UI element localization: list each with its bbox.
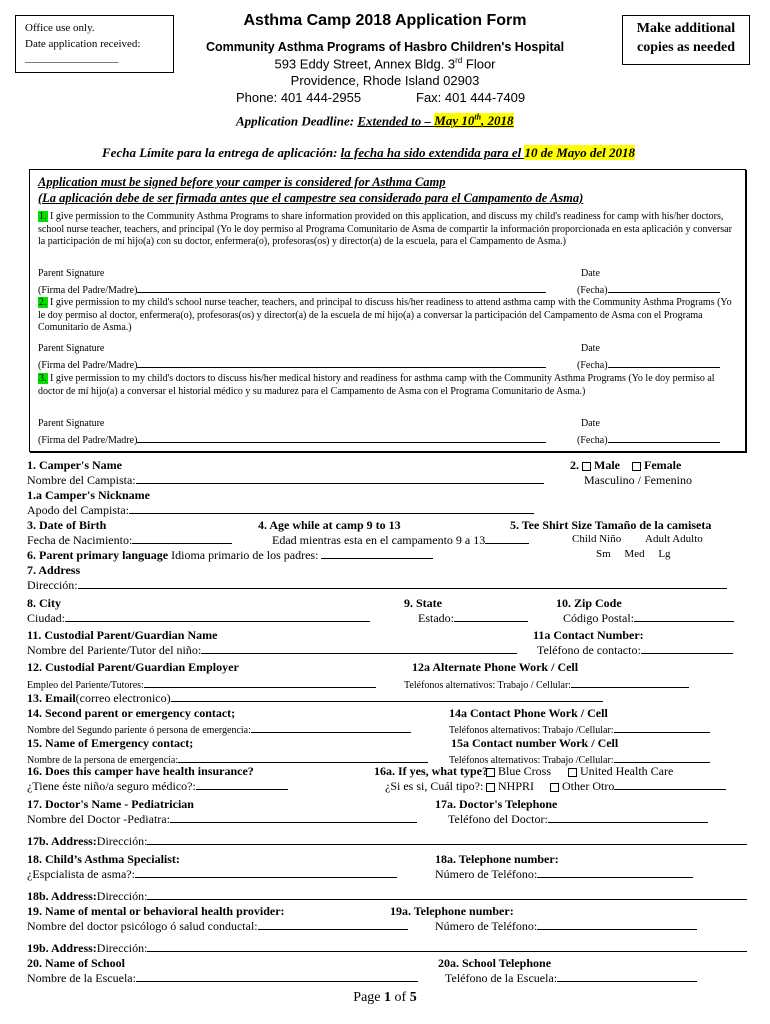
field-1-input-row[interactable] xyxy=(27,473,544,488)
field-18b-row[interactable] xyxy=(27,889,747,904)
signature-field-2[interactable] xyxy=(137,357,546,368)
consent-heading-es: (La aplicación debe de ser firmada antes que el campestre sea considerado para el Campamento de Asma) xyxy=(38,191,584,205)
fax: Fax: 401 444-7409 xyxy=(416,90,526,105)
deadline-date xyxy=(434,113,513,128)
fecha-label-3: (Fecha) xyxy=(577,435,608,446)
date-label-2: Date xyxy=(581,343,600,354)
field-16-spanish: ¿Tiene éste niño/a seguro médico?: xyxy=(27,779,196,793)
copies-line2: copies as needed xyxy=(637,40,735,55)
date-label-1: Date xyxy=(581,268,600,279)
field-6-label: 6. Parent primary language xyxy=(27,548,169,562)
field-14-label: 14. Second parent or emergency contact; xyxy=(27,706,236,720)
field-3-spanish: Fecha de Nacimiento: xyxy=(27,533,133,547)
field-14-input-row[interactable] xyxy=(27,722,411,736)
other-option[interactable] xyxy=(550,779,726,794)
signature-field-3[interactable] xyxy=(137,432,546,443)
consent-box xyxy=(29,169,746,452)
field-7-input-row[interactable] xyxy=(27,578,727,593)
field-2-num: 2. xyxy=(570,458,579,472)
field-18-spanish: ¿Espcialista de asma?: xyxy=(27,867,135,881)
united-health-label: United Health Care xyxy=(580,764,674,778)
signature-field-1[interactable] xyxy=(137,282,546,293)
field-11a-spanish: Teléfono de contacto: xyxy=(537,643,641,657)
consent-paragraph-3 xyxy=(38,373,734,398)
field-14a-input-row[interactable] xyxy=(449,722,710,736)
pediatrician-field[interactable] xyxy=(170,812,417,823)
address-street: 593 Eddy Street, Annex Bldg. 3 xyxy=(274,56,456,72)
consent-text-1: I give permission to the Community Asthma Programs to share information provided on this application, and discuss my child's readiness for camp with his/her doctors, school nurse teacher, teachers, and principal (Yo le doy permiso al Programa Comunitario de Asma de compartir la información proporcionada en esta aplicación y conversar la participación de mí hijo(a) con su doctor, enfermera(o), profesoras(os) y director(a) de la escuela, para el Campamento de Asma.) xyxy=(38,211,732,247)
date-field-1[interactable] xyxy=(608,282,720,293)
field-5-label: 5. Tee Shirt Size Tamaño de la camiseta xyxy=(510,518,712,532)
second-parent-field[interactable] xyxy=(251,722,411,733)
field-18-input-row[interactable] xyxy=(27,867,397,882)
field-20-label: 20. Name of School xyxy=(27,956,125,970)
field-10-input-row[interactable] xyxy=(563,611,734,626)
consent-paragraph-1 xyxy=(38,211,734,249)
office-use-line1: Office use only. xyxy=(25,22,95,34)
field-16a-spanish: ¿Si es si, Cuál tipo?: xyxy=(385,779,484,793)
field-19b-row[interactable] xyxy=(27,941,747,956)
school-name-field[interactable] xyxy=(136,971,418,982)
field-9-input-row[interactable] xyxy=(418,611,528,626)
doctor-address-field[interactable] xyxy=(147,834,747,845)
email-field[interactable] xyxy=(171,691,603,702)
guardian-name-field[interactable] xyxy=(201,643,517,654)
date-line-3[interactable] xyxy=(577,432,720,446)
field-4-spanish: Edad mientras esta en el campamento 9 a 13 xyxy=(272,533,486,547)
deadline xyxy=(236,113,514,129)
org-name: Community Asthma Programs of Hasbro Children's Hospital xyxy=(205,40,565,54)
male-checkbox[interactable] xyxy=(582,462,591,471)
consent-text-3: I give permission to my child's doctors to discuss his/her medical history and readiness for asthma camp with the Community Asthma Programs (Yo le doy permiso al doctor de mí hijo(a) a conversar el historial médico y su madurez para el Campamento de Asma con el Programa Comunitario de Asma.) xyxy=(38,373,715,397)
office-use-line3: _________________ xyxy=(25,52,119,64)
field-17a-spanish: Teléfono del Doctor: xyxy=(448,812,548,826)
blue-cross-label: Blue Cross xyxy=(498,764,552,778)
fecha-label-1: (Fecha) xyxy=(577,285,608,296)
date-label-3: Date xyxy=(581,418,600,429)
page-current: 1 xyxy=(384,990,392,1005)
fecha-label-2: (Fecha) xyxy=(577,360,608,371)
page-number xyxy=(0,990,770,1006)
field-15-label: 15. Name of Emergency contact; xyxy=(27,736,194,750)
field-17b-spanish: Dirección: xyxy=(96,834,148,848)
field-11-label: 11. Custodial Parent/Guardian Name xyxy=(27,628,218,642)
date-field-2[interactable] xyxy=(608,357,720,368)
deadline-date-text: May 10 xyxy=(434,113,475,129)
deadline-extended: Extended to – xyxy=(357,113,435,129)
contact-number-field[interactable] xyxy=(641,643,733,654)
mental-health-field[interactable] xyxy=(258,919,408,930)
tshirt-child: Child Niño xyxy=(572,533,622,545)
tshirt-adult: Adult Adulto xyxy=(645,533,703,545)
field-2-spanish: Masculino / Femenino xyxy=(584,473,692,487)
field-1a-spanish: Apodo del Campista: xyxy=(27,503,129,517)
consent-text-2: I give permission to my child's school nurse teacher, teachers, and principal to discuss his/her readiness to attend asthma camp with the Community Asthma Programs (Yo le doy permiso al doctor, enfermera(o), profesoras(os) y director(a) de la escuela de mí hijo(a) a conversar la participación del Campamento de Asma con el Programa Comunitario de Asma.) xyxy=(38,297,732,333)
provider-address-field[interactable] xyxy=(147,941,747,952)
female-checkbox[interactable] xyxy=(632,462,641,471)
field-17b-label: 17b. Address: xyxy=(27,834,97,848)
field-19-label: 19. Name of mental or behavioral health provider: xyxy=(27,904,285,918)
united-health-checkbox[interactable] xyxy=(568,768,577,777)
field-16-input-row[interactable] xyxy=(27,779,288,794)
address-line2: Providence, Rhode Island 02903 xyxy=(290,73,480,88)
address-sup: rd xyxy=(455,56,463,65)
field-12a-label: 12a Alternate Phone Work / Cell xyxy=(412,660,579,674)
field-17-spanish: Nombre del Doctor -Pediatra: xyxy=(27,812,170,826)
field-1-label: 1. Camper's Name xyxy=(27,458,122,472)
dob-field[interactable] xyxy=(132,533,232,544)
field-12a-spanish: Teléfonos alternativos: Trabajo / Cellular: xyxy=(404,680,572,691)
camper-name-field[interactable] xyxy=(136,473,544,484)
field-8-label: 8. City xyxy=(27,596,61,610)
field-9-label: 9. State xyxy=(404,596,442,610)
field-20-spanish: Nombre de la Escuela: xyxy=(27,971,136,985)
field-15-spanish: Nombre de la persona de emergencia: xyxy=(27,755,179,766)
deadline-year: , 2018 xyxy=(481,113,514,129)
specialist-address-field[interactable] xyxy=(147,889,747,900)
date-line-1[interactable] xyxy=(577,282,720,296)
mental-health-phone-field[interactable] xyxy=(537,919,697,930)
field-17a-input-row[interactable] xyxy=(448,812,708,827)
alternate-phone-field[interactable] xyxy=(571,677,689,688)
field-8-input-row[interactable] xyxy=(27,611,370,626)
field-19a-label: 19a. Telephone number: xyxy=(390,904,514,918)
page-total: 5 xyxy=(409,990,417,1005)
office-use-line2: Date application received: xyxy=(25,38,141,50)
field-1a-label: 1.a Camper's Nickname xyxy=(27,488,150,502)
field-17-label: 17. Doctor's Name - Pediatrician xyxy=(27,797,194,811)
field-6-spanish: Idioma primario de los padres: xyxy=(168,548,322,562)
state-field[interactable] xyxy=(454,611,528,622)
field-13-spanish: (correo electronico) xyxy=(75,691,171,705)
page-title: Asthma Camp 2018 Application Form xyxy=(243,12,527,29)
field-20a-spanish: Teléfono de la Escuela: xyxy=(445,971,558,985)
field-14a-label: 14a Contact Phone Work / Cell xyxy=(449,706,608,720)
language-field[interactable] xyxy=(321,548,433,559)
blue-cross-option[interactable] xyxy=(486,764,551,779)
field-19-spanish: Nombre del doctor psicólogo ó salud conductal: xyxy=(27,919,258,933)
firma-label-3: (Firma del Padre/Madre) xyxy=(38,435,138,446)
field-12-label: 12. Custodial Parent/Guardian Employer xyxy=(27,660,239,674)
fecha-limite xyxy=(102,145,635,161)
field-20a-input-row[interactable] xyxy=(445,971,697,986)
nhpri-label: NHPRI xyxy=(498,779,535,793)
male-label: Male xyxy=(594,458,620,472)
nhpri-option[interactable] xyxy=(486,779,534,794)
address-floor: Floor xyxy=(462,56,496,72)
signature-line-3[interactable] xyxy=(38,432,546,446)
address-field[interactable] xyxy=(78,578,727,589)
united-health-option[interactable] xyxy=(568,764,673,779)
field-13-label: 13. Email xyxy=(27,691,76,705)
field-19a-input-row[interactable] xyxy=(435,919,697,934)
field-12a-input-row[interactable] xyxy=(404,677,689,691)
field-6-row[interactable] xyxy=(27,548,433,563)
signature-line-1[interactable] xyxy=(38,282,546,296)
field-13-row[interactable] xyxy=(27,691,603,706)
field-18a-spanish: Número de Teléfono: xyxy=(435,867,538,881)
field-18a-label: 18a. Telephone number: xyxy=(435,852,559,866)
field-12-input-row[interactable] xyxy=(27,677,376,691)
firma-label-2: (Firma del Padre/Madre) xyxy=(38,360,138,371)
field-2-label xyxy=(570,458,681,473)
consent-num-2: 2. xyxy=(39,297,47,308)
field-15a-label: 15a Contact number Work / Cell xyxy=(451,736,619,750)
female-label: Female xyxy=(644,458,682,472)
field-19b-spanish: Dirección: xyxy=(96,941,148,955)
emergency-phone-field[interactable] xyxy=(614,752,710,763)
doctor-phone-field[interactable] xyxy=(548,812,708,823)
field-10-spanish: Código Postal: xyxy=(563,611,635,625)
second-parent-phone-field[interactable] xyxy=(614,722,710,733)
field-17a-label: 17a. Doctor's Telephone xyxy=(435,797,558,811)
nhpri-checkbox[interactable] xyxy=(486,783,495,792)
signature-line-2[interactable] xyxy=(38,357,546,371)
specialist-phone-field[interactable] xyxy=(537,867,693,878)
consent-num-1: 1. xyxy=(39,211,47,222)
tshirt-sizes: Sm Med Lg xyxy=(596,548,671,560)
field-1a-input-row[interactable] xyxy=(27,503,534,518)
specialist-field[interactable] xyxy=(135,867,397,878)
field-18b-spanish: Dirección: xyxy=(96,889,148,903)
employer-field[interactable] xyxy=(144,677,376,688)
field-14a-spanish: Teléfonos alternativos: Trabajo /Cellular: xyxy=(449,725,614,736)
age-field[interactable] xyxy=(485,533,529,544)
field-12-spanish: Empleo del Pariente/Tutores: xyxy=(27,680,144,691)
field-11-input-row[interactable] xyxy=(27,643,517,658)
blue-cross-checkbox[interactable] xyxy=(486,768,495,777)
fecha-extended: la fecha ha sido extendida para el xyxy=(340,145,525,160)
other-label: Other Otro xyxy=(562,779,615,793)
consent-num-3: 3. xyxy=(39,373,47,384)
other-insurance-field[interactable] xyxy=(614,779,726,790)
field-18b-label: 18b. Address: xyxy=(27,889,97,903)
field-11a-label: 11a Contact Number: xyxy=(533,628,644,642)
phone: Phone: 401 444-2955 xyxy=(236,90,362,105)
field-8-spanish: Ciudad: xyxy=(27,611,65,625)
field-4-input-row[interactable] xyxy=(272,533,529,548)
field-4-label: 4. Age while at camp 9 to 13 xyxy=(258,518,401,532)
field-11a-input-row[interactable] xyxy=(537,643,733,658)
page-word: Page xyxy=(353,990,385,1005)
date-field-3[interactable] xyxy=(608,432,720,443)
insurance-field[interactable] xyxy=(196,779,288,790)
field-10-label: 10. Zip Code xyxy=(556,596,622,610)
parent-signature-label-1: Parent Signature xyxy=(38,268,105,279)
consent-paragraph-2 xyxy=(38,297,734,335)
deadline-label: Application Deadline: xyxy=(236,113,358,129)
field-16a-label: 16a. If yes, what type? xyxy=(374,764,488,778)
emergency-name-field[interactable] xyxy=(178,752,428,763)
date-line-2[interactable] xyxy=(577,357,720,371)
field-20a-label: 20a. School Telephone xyxy=(438,956,552,970)
field-20-input-row[interactable] xyxy=(27,971,418,986)
deadline-sup: th xyxy=(474,113,482,122)
field-11-spanish: Nombre del Pariente/Tutor del niño: xyxy=(27,643,202,657)
field-3-label: 3. Date of Birth xyxy=(27,518,107,532)
field-17-input-row[interactable] xyxy=(27,812,417,827)
field-3-input-row[interactable] xyxy=(27,533,232,548)
field-9-spanish: Estado: xyxy=(418,611,454,625)
firma-label-1: (Firma del Padre/Madre) xyxy=(38,285,138,296)
field-19b-label: 19b. Address: xyxy=(27,941,97,955)
nickname-field[interactable] xyxy=(129,503,534,514)
field-7-label: 7. Address xyxy=(27,563,81,577)
field-14-spanish: Nombre del Segundo pariente ó persona de emergencia: xyxy=(27,725,251,736)
city-field[interactable] xyxy=(65,611,370,622)
page-of: of xyxy=(391,990,410,1005)
field-19a-spanish: Número de Teléfono: xyxy=(435,919,538,933)
copies-line1: Make additional xyxy=(636,21,736,36)
parent-signature-label-2: Parent Signature xyxy=(38,343,105,354)
field-7-spanish: Dirección: xyxy=(27,578,78,592)
field-15a-spanish: Teléfonos alternativos: Trabajo /Cellular: xyxy=(449,755,614,766)
field-17b-row[interactable] xyxy=(27,834,747,849)
field-16-label: 16. Does this camper have health insurance? xyxy=(27,764,254,778)
school-phone-field[interactable] xyxy=(557,971,697,982)
zip-field[interactable] xyxy=(634,611,734,622)
field-19-input-row[interactable] xyxy=(27,919,408,934)
copies-box xyxy=(622,15,750,65)
consent-heading-en: Application must be signed before your camper is considered for Asthma Camp xyxy=(38,175,446,189)
field-18-label: 18. Child’s Asthma Specialist: xyxy=(27,852,180,866)
field-18a-input-row[interactable] xyxy=(435,867,693,882)
other-checkbox[interactable] xyxy=(550,783,559,792)
fecha-date: 10 de Mayo del 2018 xyxy=(524,145,635,160)
field-1-spanish: Nombre del Campista: xyxy=(27,473,136,487)
parent-signature-label-3: Parent Signature xyxy=(38,418,105,429)
fecha-label: Fecha Límite para la entrega de aplicación: xyxy=(102,145,341,160)
